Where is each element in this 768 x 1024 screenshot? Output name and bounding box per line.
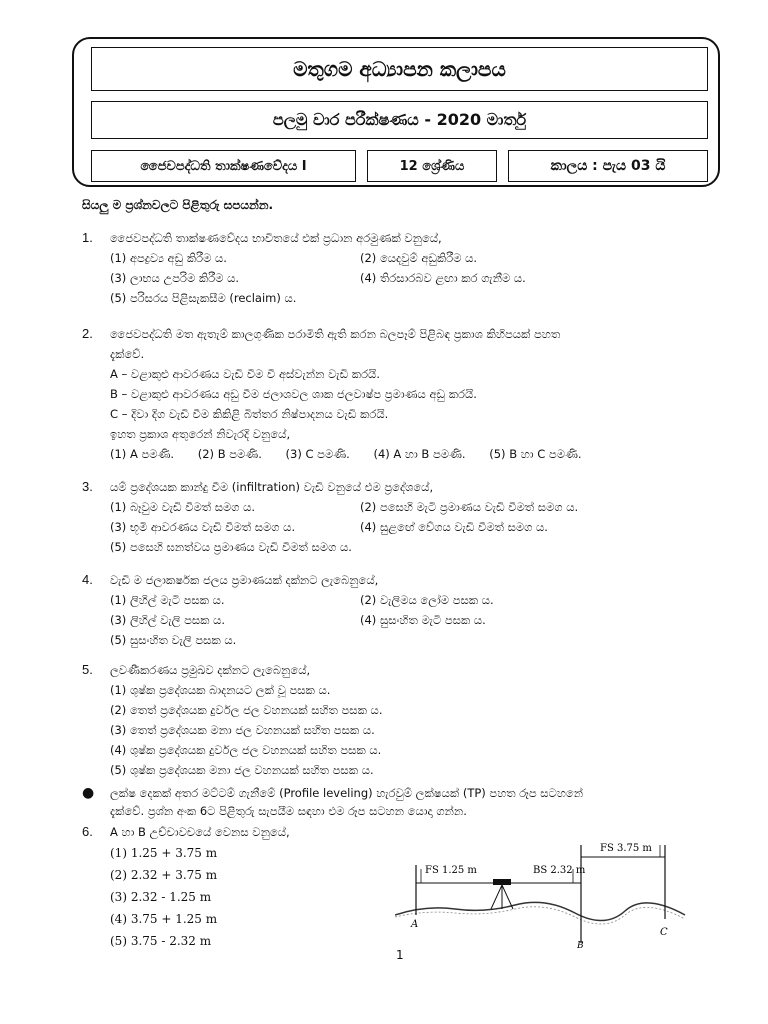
instruction-line-2: දැක්වේ. ප්‍රශ්න අංක 6ට පිළිතුරු සැපයීම සඳහා එම රූප සටහන යොදා ගන්න.: [110, 804, 467, 818]
question-5: [82, 660, 722, 780]
statement-a: A – වළාකුළු ආවරණය වැඩි වීම වී අස්වැන්න වැඩි කරයි.: [110, 367, 380, 381]
leveling-diagram: [395, 835, 695, 950]
ground-hatch: [395, 907, 685, 924]
option-3: (3) භූමි ආවරණය වැඩි වීමත් සමග ය.: [110, 520, 296, 534]
question-number: 2.: [82, 326, 93, 341]
label-point-c: C: [660, 927, 668, 938]
question-4: [82, 570, 722, 650]
option-3: (3) ලිහිල් වැලි පසක ය.: [110, 613, 226, 627]
option-3: (3) C පමණි.: [285, 447, 350, 461]
page-number: 1: [396, 948, 404, 962]
option-5: (5) පසෙහි ඝනත්වය ප්‍රමාණය වැඩි වීමත් සමග ය.: [110, 540, 352, 554]
instruction-line-1: ලක්ෂ දෙකක් අතර මට්ටම් ගැනීමේ (Profile leveling) හැරවුම් ලක්ෂයක් (TP) පහත රූප සටහනේ: [110, 786, 584, 800]
time-box: කාලය : පැය 03 යි: [508, 150, 708, 182]
statement-c: C – දිවා දිග වැඩි වීම කිකිළි බිත්තර නිෂ්පාදනය වැඩි කරයි.: [110, 407, 389, 421]
label-fs2: FS 3.75 m: [600, 843, 652, 854]
question-number: 6.: [82, 824, 93, 839]
exam-title: පලමු වාර පරීක්ෂණය - 2020 මාර්තු: [91, 101, 708, 139]
question-stem: ලවණීකරණය ප්‍රමුඛව දක්නට ලැබෙනුයේ,: [110, 663, 311, 677]
option-2: (2) වැලිමය ලෝම පසක ය.: [360, 593, 494, 607]
option-4: (4) 3.75 + 1.25 m: [110, 912, 218, 926]
label-point-b: B: [577, 941, 584, 950]
figure-instruction: [82, 784, 722, 820]
option-5: (5) ශුෂ්ක ප්‍රදේශයක මනා ජල වහනයක් සහිත පසක ය.: [110, 763, 374, 777]
question-1: [82, 228, 722, 308]
option-2: (2) තෙත් ප්‍රදේශයක දුර්වල ජල වහනයක් සහිත පසක ය.: [110, 703, 383, 717]
statement-b: B – වළාකුළු ආවරණය අඩු වීම ජලාශවල ශාක ජලවාෂ්ප ප්‍රමාණය අඩු කරයි.: [110, 387, 477, 401]
option-2: (2) යෙදවුම් අඩුකිරීම ය.: [360, 251, 478, 265]
option-2: (2) 2.32 + 3.75 m: [110, 868, 218, 882]
option-2: (2) B පමණි.: [197, 447, 262, 461]
option-1: (1) 1.25 + 3.75 m: [110, 846, 218, 860]
question-3: [82, 477, 722, 557]
question-stem-cont: දැක්වේ.: [110, 347, 145, 361]
question-number: 1.: [82, 230, 93, 245]
option-4: (4) සුසංහිත මැටි පසක ය.: [360, 613, 486, 627]
option-5: (5) සුසංහිත වැලි පසක ය.: [110, 633, 237, 647]
option-4: (4) ශුෂ්ක ප්‍රදේශයක දුර්වල ජල වහනයක් සහිත පසක ය.: [110, 743, 382, 757]
zone-title: මතුගම අධ්‍යාපන කලාපය: [91, 47, 708, 91]
option-1: (1) A පමණි.: [110, 447, 175, 461]
option-4: (4) A හා B පමණි.: [373, 447, 466, 461]
option-3: (3) තෙත් ප්‍රදේශයක මනා ජල වහනයක් සහිත පසක ය.: [110, 723, 375, 737]
label-fs1: FS 1.25 m: [425, 865, 477, 876]
option-5: (5) පරිසරය පිළිසැකසීම (reclaim) ය.: [110, 291, 297, 305]
question-stem: ජෛවපද්ධති මත ඇතැම් කාලගුණික පරාමිති ඇති කරන බලපෑම් පිළිබඳ ප්‍රකාශ කිහිපයක් පහත: [110, 327, 561, 341]
level-instrument: [493, 879, 511, 885]
question-number: 3.: [82, 479, 93, 494]
grade-box: 12 ශ්‍රේණිය: [367, 150, 497, 182]
question-2: [82, 324, 722, 464]
option-4: (4) තිරසාරබව ළඟා කර ගැනීම ය.: [360, 271, 526, 285]
option-1: (1) බෑවුම වැඩි වීමත් සමග ය.: [110, 500, 256, 514]
option-1: (1) අපද්‍රව්‍ය අඩු කිරීම ය.: [110, 251, 227, 265]
ground-profile: [395, 902, 685, 920]
question-ask: ඉහත ප්‍රකාශ අතුරෙන් නිවැරදි වනුයේ,: [110, 427, 291, 441]
bullet-icon: ●: [82, 785, 95, 801]
option-3: (3) ලාභය උපරිම කිරීම ය.: [110, 271, 240, 285]
option-3: (3) 2.32 - 1.25 m: [110, 890, 212, 904]
option-1: (1) ලිහිල් මැටි පසක ය.: [110, 593, 225, 607]
question-stem: යම් ප්‍රදේශයක කාන්දු වීම (infiltration) වැඩි වනුයේ එම ප්‍රදේශයේ,: [110, 480, 434, 494]
subject-box: ජෛවපද්ධති තාක්ෂණවේදය I: [91, 150, 356, 182]
instruction: සියලු ම ප්‍රශ්නවලට පිළිතුරු සපයන්න.: [82, 198, 274, 212]
option-2: (2) පසෙහි මැටි ප්‍රමාණය වැඩි වීමත් සමග ය.: [360, 500, 579, 514]
option-1: (1) ශුෂ්ක ප්‍රදේශයක බාදනයට ලක් වූ පසක ය.: [110, 683, 331, 697]
option-5: (5) B හා C පමණි.: [489, 447, 582, 461]
label-bs: BS 2.32 m: [533, 865, 586, 876]
question-number: 5.: [82, 662, 93, 677]
option-5: (5) 3.75 - 2.32 m: [110, 934, 212, 948]
option-4: (4) සුළඟේ වේගය වැඩි වීමත් සමග ය.: [360, 520, 548, 534]
question-number: 4.: [82, 572, 93, 587]
question-stem: වැඩි ම ජලාකර්ෂක ජලය ප්‍රමාණයක් දක්නට ලැබෙනුයේ,: [110, 573, 379, 587]
label-point-a: A: [411, 919, 419, 930]
question-stem: ජෛවපද්ධති තාක්ෂණවේදය භාවිතයේ එක් ප්‍රධාන අරමුණක් වනුයේ,: [110, 231, 442, 245]
question-stem: A හා B උච්චාවචයේ වෙනස වනුයේ,: [110, 825, 290, 839]
